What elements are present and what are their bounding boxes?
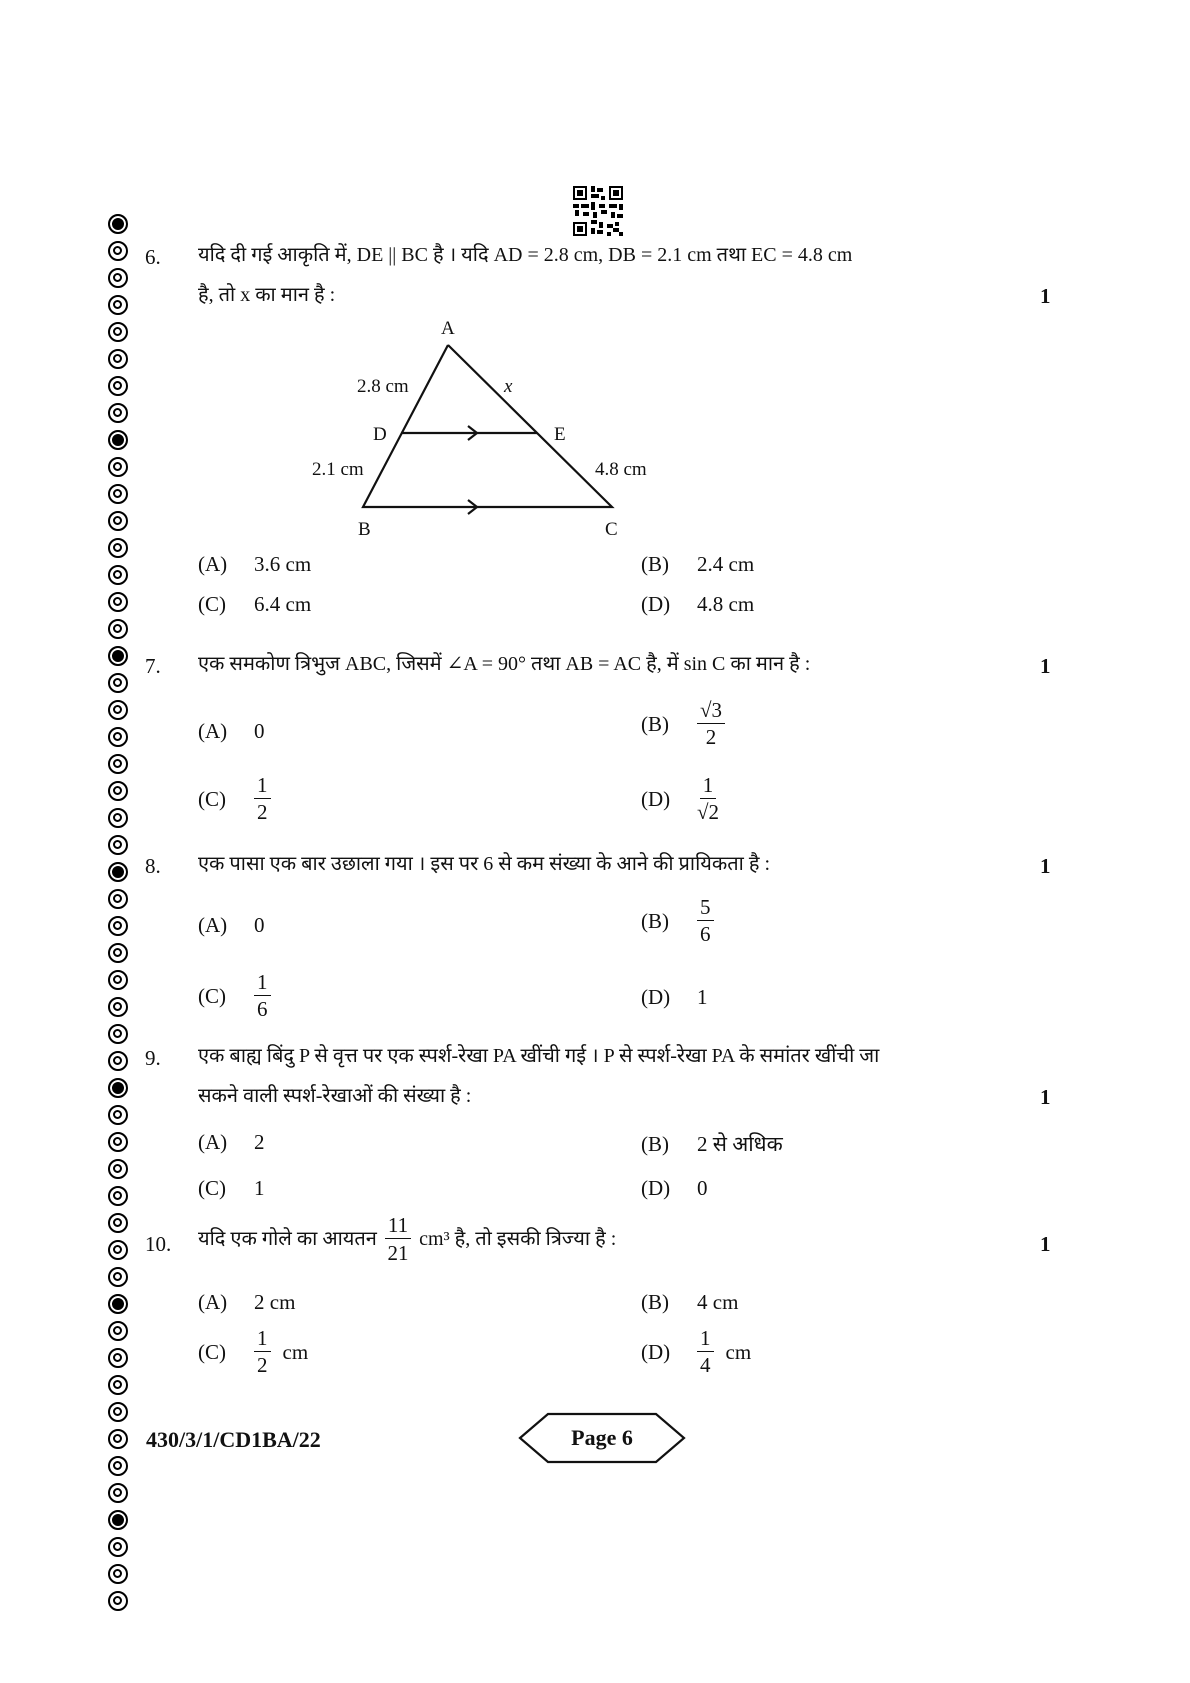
ring-dot-icon <box>108 781 128 801</box>
option-c[interactable]: (C) $\frac{1}{6}$ <box>198 972 277 1020</box>
marks-label: 1 <box>1040 654 1051 678</box>
filled-dot-icon <box>108 214 128 234</box>
question-number: 7. <box>145 654 161 678</box>
side-label-ae: x <box>504 376 513 397</box>
question-text: यदि दी गई आकृति में, DE || BC है । यदि AD = 2.8 cm, DB = 2.1 cm तथा EC = 4.8 cm <box>198 244 853 266</box>
ring-dot-icon <box>108 1159 128 1179</box>
fraction: $\frac{1}{√2}$ <box>697 773 720 824</box>
triangle-figure <box>300 310 700 550</box>
ring-dot-icon <box>108 1024 128 1044</box>
ring-dot-icon <box>108 511 128 531</box>
ring-dot-icon <box>108 1105 128 1125</box>
filled-dot-icon <box>108 430 128 450</box>
fraction: $\frac{11}{21}$ <box>385 1214 411 1264</box>
ring-dot-icon <box>108 916 128 936</box>
fraction: $\frac{√3}{2}$ <box>697 700 725 748</box>
ring-dot-icon <box>108 1591 128 1611</box>
filled-dot-icon <box>108 1510 128 1530</box>
fraction: $\frac{1}{2}$ <box>254 1328 271 1376</box>
paper-code: 430/3/1/CD1BA/22 <box>146 1427 321 1452</box>
option-d[interactable]: (D) $\frac{1}{4}$ cm <box>641 1326 752 1377</box>
ring-dot-icon <box>108 322 128 342</box>
ring-dot-icon <box>108 1132 128 1152</box>
ring-dot-icon <box>108 349 128 369</box>
ring-dot-icon <box>108 727 128 747</box>
ring-dot-icon <box>108 970 128 990</box>
question-text: एक समकोण त्रिभुज ABC, जिसमें ∠A = 90° तथा AB = AC है, में sin C का मान है : <box>198 653 811 675</box>
vertex-label-a: A <box>441 318 455 339</box>
ring-dot-icon <box>108 1456 128 1476</box>
side-label-ad: 2.8 cm <box>357 376 409 397</box>
side-label-db: 2.1 cm <box>312 459 364 480</box>
option-d[interactable]: (D) 0 <box>641 1176 708 1200</box>
ring-dot-icon <box>108 1483 128 1503</box>
ring-dot-icon <box>108 484 128 504</box>
option-d[interactable]: (D) $\frac{1}{√2}$ <box>641 773 720 824</box>
marks-label: 1 <box>1040 1232 1051 1256</box>
marks-label: 1 <box>1040 1085 1051 1109</box>
ring-dot-icon <box>108 376 128 396</box>
option-b[interactable]: (B) 4 cm <box>641 1290 739 1314</box>
ring-dot-icon <box>108 565 128 585</box>
option-b[interactable]: (B) $\frac{5}{6}$ <box>641 897 720 945</box>
filled-dot-icon <box>108 1294 128 1314</box>
ring-dot-icon <box>108 1267 128 1287</box>
ring-dot-icon <box>108 673 128 693</box>
ring-dot-icon <box>108 538 128 558</box>
ring-dot-icon <box>108 754 128 774</box>
vertex-label-c: C <box>605 519 618 540</box>
ring-dot-icon <box>108 1321 128 1341</box>
margin-dot-column <box>108 214 132 1618</box>
ring-dot-icon <box>108 808 128 828</box>
ring-dot-icon <box>108 457 128 477</box>
ring-dot-icon <box>108 835 128 855</box>
option-c[interactable]: (C) 1 <box>198 1176 265 1200</box>
option-c[interactable]: (C) $\frac{1}{2}$ <box>198 775 277 823</box>
option-a[interactable]: (A) 3.6 cm <box>198 552 312 576</box>
option-c[interactable]: (C) 6.4 cm <box>198 592 312 616</box>
ring-dot-icon <box>108 1429 128 1449</box>
option-d[interactable]: (D) 4.8 cm <box>641 592 755 616</box>
filled-dot-icon <box>108 646 128 666</box>
option-a[interactable]: (A) 2 cm <box>198 1290 296 1314</box>
ring-dot-icon <box>108 1051 128 1071</box>
filled-dot-icon <box>108 1078 128 1098</box>
qr-code-icon <box>573 186 623 236</box>
ring-dot-icon <box>108 997 128 1017</box>
ring-dot-icon <box>108 1240 128 1260</box>
question-number: 6. <box>145 245 161 269</box>
fraction: $\frac{1}{4}$ <box>697 1328 714 1376</box>
option-b[interactable]: (B) $\frac{√3}{2}$ <box>641 700 731 748</box>
option-d[interactable]: (D) 1 <box>641 985 708 1009</box>
marks-label: 1 <box>1040 854 1051 878</box>
ring-dot-icon <box>108 1348 128 1368</box>
question-text: सकने वाली स्पर्श-रेखाओं की संख्या है : <box>198 1085 472 1107</box>
question-number: 10. <box>145 1232 172 1256</box>
vertex-label-e: E <box>554 424 566 445</box>
option-c[interactable]: (C) $\frac{1}{2}$ cm <box>198 1326 309 1377</box>
page-number-badge: Page 6 <box>518 1412 686 1464</box>
question-number: 9. <box>145 1046 161 1070</box>
option-a[interactable]: (A) 0 <box>198 913 265 937</box>
ring-dot-icon <box>108 1375 128 1395</box>
ring-dot-icon <box>108 1537 128 1557</box>
fraction: $\frac{1}{6}$ <box>254 972 271 1020</box>
option-a[interactable]: (A) 2 <box>198 1130 265 1154</box>
ring-dot-icon <box>108 1564 128 1584</box>
ring-dot-icon <box>108 1213 128 1233</box>
ring-dot-icon <box>108 700 128 720</box>
ring-dot-icon <box>108 619 128 639</box>
question-number: 8. <box>145 854 161 878</box>
option-a[interactable]: (A) 0 <box>198 719 265 743</box>
ring-dot-icon <box>108 1186 128 1206</box>
ring-dot-icon <box>108 295 128 315</box>
side-label-ec: 4.8 cm <box>595 459 647 480</box>
question-text: यदि एक गोले का आयतन $\frac{11}{21}$ cm³ है, तो इसकी त्रिज्या है : <box>198 1213 617 1266</box>
option-b[interactable]: (B) 2 से अधिक <box>641 1131 783 1156</box>
ring-dot-icon <box>108 1402 128 1422</box>
question-text: एक पासा एक बार उछाला गया । इस पर 6 से कम संख्या के आने की प्रायिकता है : <box>198 853 770 875</box>
ring-dot-icon <box>108 889 128 909</box>
ring-dot-icon <box>108 268 128 288</box>
question-text: एक बाह्य बिंदु P से वृत्त पर एक स्पर्श-रेखा PA खींची गई । P से स्पर्श-रेखा PA के समांतर खींची जा <box>198 1045 880 1067</box>
ring-dot-icon <box>108 943 128 963</box>
fraction: $\frac{1}{2}$ <box>254 775 271 823</box>
ring-dot-icon <box>108 241 128 261</box>
ring-dot-icon <box>108 403 128 423</box>
fraction: $\frac{5}{6}$ <box>697 897 714 945</box>
question-text: है, तो x का मान है : <box>198 284 336 306</box>
vertex-label-b: B <box>358 519 371 540</box>
filled-dot-icon <box>108 862 128 882</box>
ring-dot-icon <box>108 592 128 612</box>
option-b[interactable]: (B) 2.4 cm <box>641 552 755 576</box>
marks-label: 1 <box>1040 284 1051 308</box>
vertex-label-d: D <box>373 424 387 445</box>
